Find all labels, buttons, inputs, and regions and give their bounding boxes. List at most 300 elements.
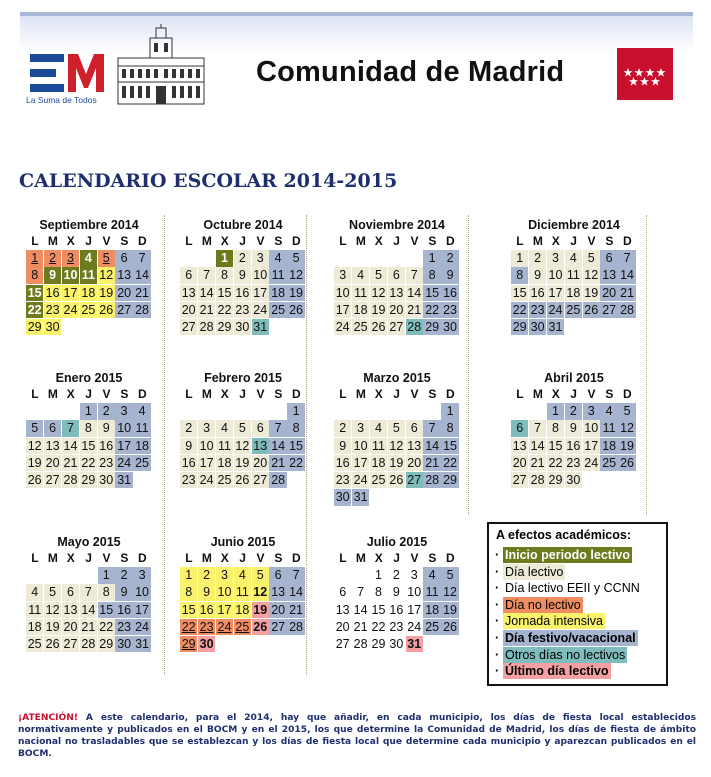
legend-box [487,522,668,686]
empty-cell [216,403,233,419]
day-cell: 5 [287,250,304,266]
week-row [26,420,152,437]
empty-cell [618,472,635,488]
day-cell: 2 [441,250,458,266]
weekday-label: S [274,234,283,248]
day-cell: 30 [45,319,60,334]
empty-cell [216,636,233,652]
day-cell: 7 [529,420,546,436]
day-cell: 1 [423,250,440,266]
column-divider [306,215,307,675]
day-cell: 26 [620,455,634,470]
day-cell: 23 [199,619,214,634]
legend-label: Día lectivo EEII y CCNN [505,581,640,596]
day-cell: 31 [117,472,132,487]
day-cell: 9 [180,438,197,454]
day-cell: 17 [199,455,214,470]
weekday-label: S [274,387,283,401]
day-cell: 2 [529,250,546,266]
day-cell: 20 [335,619,350,634]
day-cell: 27 [602,302,617,317]
weekday-label: S [428,234,437,248]
day-cell: 16 [99,438,114,453]
legend-item [495,647,627,663]
weekday-label: V [410,387,419,401]
week-row [511,285,637,302]
day-cell: 11 [234,584,251,600]
empty-cell [62,403,79,419]
week-row [511,438,637,455]
day-cell: 27 [117,302,132,317]
weekday-header [334,233,460,250]
empty-cell [406,250,423,266]
madrid-flag-icon [617,48,673,100]
day-cell: 22 [289,455,303,470]
page-title: CALENDARIO ESCOLAR 2014-2015 [19,170,398,192]
week-row [26,472,152,489]
day-cell: 8 [511,267,528,283]
month-block [26,535,152,653]
week-row [26,403,152,420]
day-cell: 18 [371,455,386,470]
week-row [334,636,460,653]
legend-label: Día lectivo [505,564,564,579]
day-cell: 1 [370,567,387,583]
legend-bullet: · [495,664,500,679]
empty-cell [133,472,150,488]
empty-cell [26,403,43,419]
day-cell: 17 [584,438,599,453]
month-title: Mayo 2015 [57,535,121,549]
day-cell: 17 [217,602,232,617]
weekday-label: M [47,551,58,565]
day-cell: 30 [235,319,250,334]
day-cell: 3 [406,567,423,583]
day-cell: 10 [135,585,149,600]
day-cell: 16 [335,455,350,470]
day-cell: 2 [198,567,215,583]
day-cell: 23 [530,302,545,317]
day-cell: 25 [271,302,286,317]
day-cell: 23 [45,302,60,317]
day-cell: 30 [566,472,581,487]
day-cell: 12 [584,268,599,283]
day-cell: 9 [441,267,458,283]
weekday-label: M [47,387,58,401]
day-cell: 6 [115,250,132,266]
day-cell: 18 [81,285,96,300]
day-cell: 15 [181,602,196,617]
day-cell: 20 [117,285,132,300]
weekday-label: V [102,551,111,565]
month-block [26,371,152,489]
weekday-label: D [291,551,301,565]
day-cell: 10 [353,438,368,453]
weekday-header [511,233,637,250]
day-cell: 12 [99,268,114,283]
day-cell: 27 [389,319,404,334]
day-cell: 13 [512,438,527,453]
day-cell: 11 [423,584,440,600]
empty-cell [441,489,458,505]
day-cell: 28 [271,472,286,487]
day-cell: 20 [271,602,286,617]
day-cell: 10 [584,421,599,436]
day-cell: 2 [565,403,582,419]
day-cell: 24 [199,472,214,487]
empty-cell [352,250,369,266]
weekday-label: J [85,387,92,401]
day-cell: 21 [63,455,78,470]
weekday-label: V [102,234,111,248]
weekday-label: L [516,234,524,248]
day-cell: 17 [335,302,350,317]
day-cell: 13 [389,285,404,300]
weekday-label: L [516,387,524,401]
legend-bullet: · [495,614,500,629]
logo-tagline: La Suma de Todos [26,95,97,105]
day-cell: 22 [443,455,457,470]
month-block [334,371,460,506]
day-cell: 5 [234,420,251,436]
day-cell: 27 [335,636,350,651]
day-cell: 25 [217,472,232,487]
weekday-label: J [239,551,246,565]
attention-text: A este calendario, para el 2014, hay que añadir, en cada municipio, los días de fiesta local establecidos normativamente y publicados en el BOCM y en el 2015, los que determine la Comunidad de Madrid, los días de fiesta de ámbito nacional no trasladables que se establezcan y los días de fiesta local que determine cada municipio y aparezcan publicados en el BOCM. [18,713,696,759]
empty-cell [44,567,61,583]
week-row [26,584,152,601]
day-cell: 19 [389,455,404,470]
day-cell: 22 [371,619,386,634]
day-cell: 20 [181,302,196,317]
day-cell: 8 [98,584,115,600]
legend-label: Día no lectivo [505,597,581,612]
day-cell: 31 [253,319,268,334]
weekday-header [334,550,460,567]
day-cell: 21 [289,602,303,617]
day-cell: 25 [602,455,617,470]
day-cell: 28 [425,472,440,487]
month-title: Julio 2015 [366,535,428,549]
weekday-label: J [85,234,92,248]
day-cell: 11 [133,420,150,436]
day-cell: 24 [584,455,599,470]
day-cell: 29 [371,636,386,651]
legend-bullet: · [495,631,500,645]
day-cell: 9 [234,267,251,283]
day-cell: 13 [602,268,617,283]
day-cell: 3 [198,420,215,436]
day-cell: 14 [353,602,368,617]
weekday-label: D [291,387,301,401]
day-cell: 9 [98,420,115,436]
day-cell: 28 [620,302,634,317]
week-row [334,489,460,506]
day-cell: 19 [443,602,457,617]
empty-cell [370,250,387,266]
day-cell: 26 [389,472,404,487]
day-cell: 23 [235,302,250,317]
weekday-label: L [339,234,347,248]
day-cell: 31 [135,636,149,651]
week-row [511,455,637,472]
day-cell: 2 [44,250,61,266]
day-cell: 24 [117,455,132,470]
day-cell: 2 [98,403,115,419]
day-cell: 3 [115,403,132,419]
weekday-label: X [220,551,229,565]
day-cell: 22 [425,302,440,317]
empty-cell [423,403,440,419]
day-cell: 15 [512,285,527,300]
day-cell: 5 [98,250,115,266]
column-divider [164,215,165,675]
day-cell: 16 [566,438,581,453]
day-cell: 11 [216,438,233,454]
day-cell: 23 [181,472,196,487]
day-cell: 30 [389,636,404,651]
day-cell: 29 [27,319,42,334]
day-cell: 5 [252,567,269,583]
day-cell: 22 [81,455,96,470]
weekday-label: D [445,387,455,401]
empty-cell [115,319,132,335]
day-cell: 16 [181,455,196,470]
column-divider [468,215,469,515]
day-cell: 13 [271,585,286,600]
legend-label: Último día lectivo [505,664,609,679]
day-cell: 6 [44,420,61,436]
empty-cell [234,403,251,419]
weekday-label: D [137,387,147,401]
day-cell: 28 [81,636,96,651]
day-cell: 2 [115,567,132,583]
day-cell: 29 [443,472,457,487]
day-cell: 16 [45,285,60,300]
day-cell: 24 [407,619,422,634]
weekday-label: V [410,234,419,248]
empty-cell [388,489,405,505]
month-block [511,218,637,336]
day-cell: 20 [63,619,78,634]
day-cell: 15 [425,285,440,300]
day-cell: 4 [26,584,43,600]
day-cell: 24 [548,302,563,317]
day-cell: 11 [600,420,617,436]
day-cell: 30 [335,490,350,505]
day-cell: 5 [583,250,600,266]
day-cell: 26 [371,319,386,334]
week-row [26,319,152,336]
day-cell: 20 [512,455,527,470]
day-cell: 21 [407,302,422,317]
empty-cell [352,567,369,583]
day-cell: 8 [26,267,43,283]
day-cell: 21 [425,455,440,470]
day-cell: 17 [117,438,132,453]
weekday-label: J [239,234,246,248]
empty-cell [441,636,458,652]
empty-cell [600,319,617,335]
day-cell: 13 [335,602,350,617]
day-cell: 27 [45,472,60,487]
week-row [180,472,306,489]
weekday-label: J [570,234,577,248]
day-cell: 20 [45,455,60,470]
day-cell: 8 [423,267,440,283]
weekday-label: D [622,234,632,248]
empty-cell [269,319,286,335]
day-cell: 9 [565,420,582,436]
day-cell: 25 [371,472,386,487]
day-cell: 24 [353,472,368,487]
empty-cell [423,489,440,505]
day-cell: 11 [80,267,97,283]
weekday-label: D [622,387,632,401]
week-row [180,267,306,284]
day-cell: 4 [600,403,617,419]
day-cell: 18 [235,602,250,617]
weekday-header [180,386,306,403]
day-cell: 7 [618,250,635,266]
day-cell: 11 [352,285,369,301]
day-cell: 7 [62,420,79,436]
day-cell: 16 [199,602,214,617]
day-cell: 17 [63,285,78,300]
weekday-label: S [428,387,437,401]
day-cell: 29 [99,636,114,651]
day-cell: 1 [547,403,564,419]
attention-lead: ¡ATENCIÓN! [18,713,79,723]
day-cell: 20 [253,455,268,470]
day-cell: 16 [443,285,457,300]
weekday-label: X [220,234,229,248]
weekday-label: S [274,551,283,565]
day-cell: 14 [407,285,422,300]
weekday-label: X [551,234,560,248]
day-cell: 8 [547,420,564,436]
empty-cell [388,250,405,266]
empty-cell [334,567,351,583]
day-cell: 28 [63,472,78,487]
day-cell: 21 [81,619,96,634]
day-cell: 4 [565,250,582,266]
week-row [334,438,460,455]
day-cell: 2 [180,420,197,436]
empty-cell [234,636,251,652]
day-cell: 1 [98,567,115,583]
day-cell: 26 [27,472,42,487]
weekday-label: X [551,387,560,401]
month-block [334,535,460,653]
day-cell: 3 [352,420,369,436]
weekday-label: S [428,551,437,565]
weekday-label: L [31,551,39,565]
empty-cell [511,403,528,419]
weekday-label: L [339,551,347,565]
day-cell: 5 [370,267,387,283]
day-cell: 7 [287,567,304,583]
day-cell: 9 [198,584,215,600]
week-row [334,619,460,636]
day-cell: 29 [81,472,96,487]
day-cell: 12 [371,285,386,300]
day-cell: 13 [407,438,422,453]
week-row [334,403,460,420]
empty-cell [388,403,405,419]
legend-item [495,580,642,596]
weekday-label: X [374,551,383,565]
day-cell: 10 [253,268,268,283]
empty-cell [423,636,440,652]
day-cell: 19 [253,602,268,617]
day-cell: 21 [135,285,149,300]
weekday-label: X [66,234,75,248]
day-cell: 19 [371,302,386,317]
day-cell: 22 [99,619,114,634]
weekday-label: L [185,551,193,565]
month-title: Septiembre 2014 [39,218,139,232]
day-cell: 13 [117,268,132,283]
empty-cell [269,403,286,419]
day-cell: 1 [287,403,304,419]
day-cell: 15 [81,438,96,453]
weekday-label: V [587,234,596,248]
day-cell: 1 [26,250,43,266]
day-cell: 28 [199,319,214,334]
day-cell: 24 [63,302,78,317]
legend-bullet: · [495,581,500,596]
day-cell: 19 [27,455,42,470]
week-row [180,438,306,455]
week-row [511,319,637,336]
empty-cell [269,636,286,652]
day-cell: 17 [253,285,268,300]
day-cell: 9 [115,584,132,600]
month-block [180,371,306,489]
day-cell: 18 [602,438,617,453]
legend-label: Inicio periodo lectivo [505,548,631,562]
day-cell: 29 [425,319,440,334]
empty-cell [198,250,215,266]
day-cell: 14 [620,268,634,283]
day-cell: 13 [253,438,268,453]
day-cell: 4 [370,420,387,436]
day-cell: 25 [27,636,42,651]
weekday-label: L [185,234,193,248]
week-row [180,403,306,420]
empty-cell [352,403,369,419]
week-row [180,619,306,636]
day-cell: 4 [352,267,369,283]
weekday-label: D [137,234,147,248]
day-cell: 6 [600,250,617,266]
day-cell: 8 [180,584,197,600]
weekday-label: S [605,387,614,401]
empty-cell [334,403,351,419]
weekday-label: J [85,551,92,565]
day-cell: 10 [217,585,232,600]
header-banner [20,12,693,108]
empty-cell [583,319,600,335]
day-cell: 21 [620,285,634,300]
empty-cell [133,319,150,335]
day-cell: 27 [63,636,78,651]
legend-item [495,597,583,613]
day-cell: 8 [441,420,458,436]
day-cell: 1 [441,403,458,419]
day-cell: 15 [443,438,457,453]
